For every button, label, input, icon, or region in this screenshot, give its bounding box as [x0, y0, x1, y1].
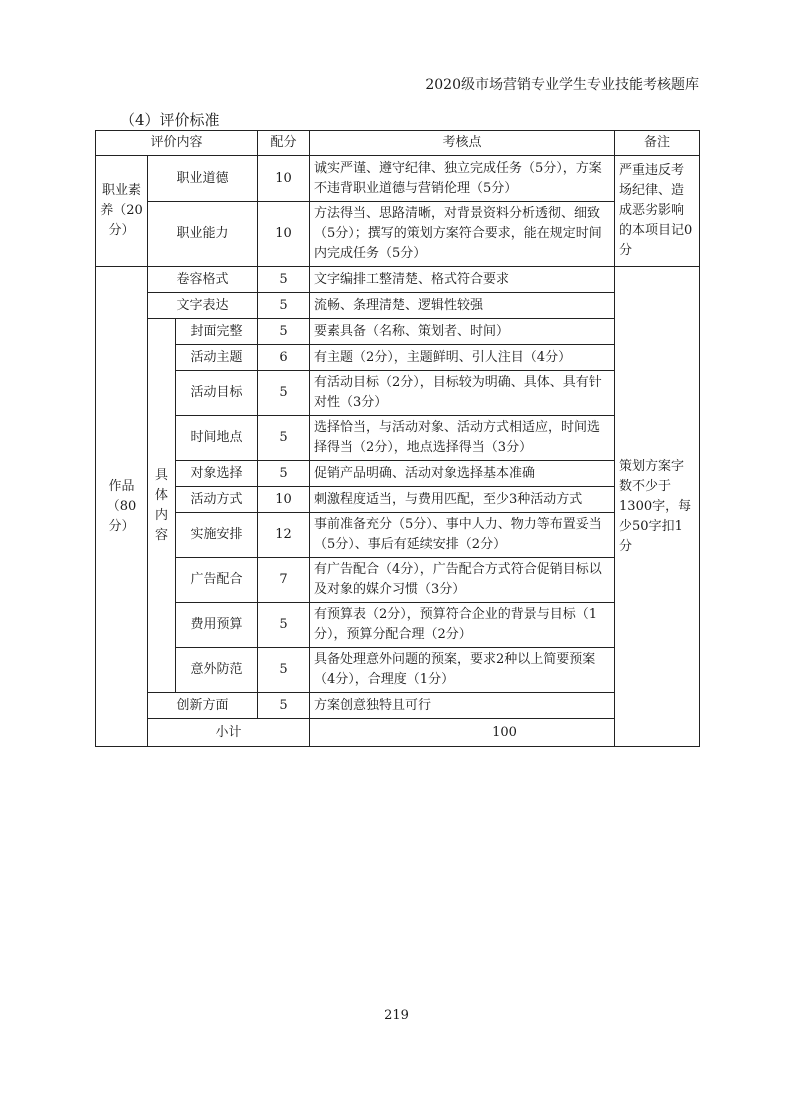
item-points: 有活动目标（2分），目标较为明确、具体、具有针对性（3分） — [310, 371, 615, 416]
table-row — [96, 156, 700, 202]
item-points: 诚实严谨、遵守纪律、独立完成任务（5分），方案不违背职业道德与营销伦理（5分） — [310, 156, 615, 202]
item-points: 方法得当、思路清晰，对背景资料分析透彻、细致（5分）；撰写的策划方案符合要求，能在规定时间内完成任务（5分） — [310, 202, 615, 267]
item-points: 选择恰当，与活动对象、活动方式相适应，时间选择得当（2分），地点选择得当（3分） — [310, 416, 615, 461]
table-row — [96, 461, 700, 487]
item-score: 10 — [258, 202, 310, 267]
header-points: 考核点 — [310, 131, 615, 156]
item-name: 卷容格式 — [148, 267, 258, 293]
item-points: 方案创意独特且可行 — [310, 693, 615, 719]
note-work: 策划方案字数不少于1300字，每少50字扣1分 — [615, 267, 700, 747]
item-score: 5 — [258, 648, 310, 693]
item-points: 流畅、条理清楚、逻辑性较强 — [310, 293, 615, 319]
item-points: 文字编排工整清楚、格式符合要求 — [310, 267, 615, 293]
item-points: 有主题（2分），主题鲜明、引人注目（4分） — [310, 345, 615, 371]
header-content: 评价内容 — [96, 131, 258, 156]
table-row — [96, 267, 700, 293]
item-name: 实施安排 — [176, 513, 258, 558]
item-name: 时间地点 — [176, 416, 258, 461]
subtotal-label: 小计 — [148, 719, 310, 747]
table-header-row — [96, 131, 700, 156]
item-name: 职业能力 — [148, 202, 258, 267]
item-points: 要素具备（名称、策划者、时间） — [310, 319, 615, 345]
table-row — [96, 513, 700, 558]
document-header: 2020级市场营销专业学生专业技能考核题库 — [425, 77, 699, 93]
item-score: 5 — [258, 267, 310, 293]
item-points: 刺激程度适当，与费用匹配，至少3种活动方式 — [310, 487, 615, 513]
subtotal-total: 100 — [310, 719, 700, 747]
item-score: 5 — [258, 693, 310, 719]
item-points: 有广告配合（4分），广告配合方式符合促销目标以及对象的媒介习惯（3分） — [310, 558, 615, 603]
table-row — [96, 416, 700, 461]
group-literacy: 职业素养（20分） — [96, 156, 148, 267]
header-note: 备注 — [615, 131, 700, 156]
section-title: （4）评价标准 — [120, 111, 220, 129]
sub-group-specific: 具体内容 — [148, 319, 176, 693]
item-score: 7 — [258, 558, 310, 603]
subtotal-row — [96, 719, 700, 747]
item-points: 有预算表（2分），预算符合企业的背景与目标（1分），预算分配合理（2分） — [310, 603, 615, 648]
item-name: 对象选择 — [176, 461, 258, 487]
table-row — [96, 693, 700, 719]
item-score: 5 — [258, 461, 310, 487]
item-name: 意外防范 — [176, 648, 258, 693]
item-name: 创新方面 — [148, 693, 258, 719]
item-name: 活动主题 — [176, 345, 258, 371]
item-score: 6 — [258, 345, 310, 371]
item-points: 事前准备充分（5分）、事中人力、物力等布置妥当（5分）、事后有延续安排（2分） — [310, 513, 615, 558]
item-name: 活动方式 — [176, 487, 258, 513]
table-row — [96, 202, 700, 267]
table-row — [96, 293, 700, 319]
item-score: 5 — [258, 416, 310, 461]
item-points: 促销产品明确、活动对象选择基本准确 — [310, 461, 615, 487]
table-row — [96, 319, 700, 345]
note-literacy: 严重违反考场纪律、造成恶劣影响的本项目记0分 — [615, 156, 700, 267]
item-name: 文字表达 — [148, 293, 258, 319]
item-points: 具备处理意外问题的预案，要求2种以上简要预案（4分），合理度（1分） — [310, 648, 615, 693]
table-row — [96, 345, 700, 371]
table-row — [96, 558, 700, 603]
item-name: 职业道德 — [148, 156, 258, 202]
table-row — [96, 603, 700, 648]
evaluation-table — [95, 130, 700, 747]
table-row — [96, 648, 700, 693]
item-name: 封面完整 — [176, 319, 258, 345]
header-score: 配分 — [258, 131, 310, 156]
item-score: 5 — [258, 371, 310, 416]
group-work: 作品（80分） — [96, 267, 148, 747]
item-score: 10 — [258, 156, 310, 202]
item-score: 12 — [258, 513, 310, 558]
item-name: 广告配合 — [176, 558, 258, 603]
table-row — [96, 487, 700, 513]
item-score: 5 — [258, 293, 310, 319]
item-score: 5 — [258, 603, 310, 648]
item-name: 活动目标 — [176, 371, 258, 416]
item-score: 5 — [258, 319, 310, 345]
table-row — [96, 371, 700, 416]
page-number: 219 — [384, 1008, 409, 1023]
item-score: 10 — [258, 487, 310, 513]
item-name: 费用预算 — [176, 603, 258, 648]
